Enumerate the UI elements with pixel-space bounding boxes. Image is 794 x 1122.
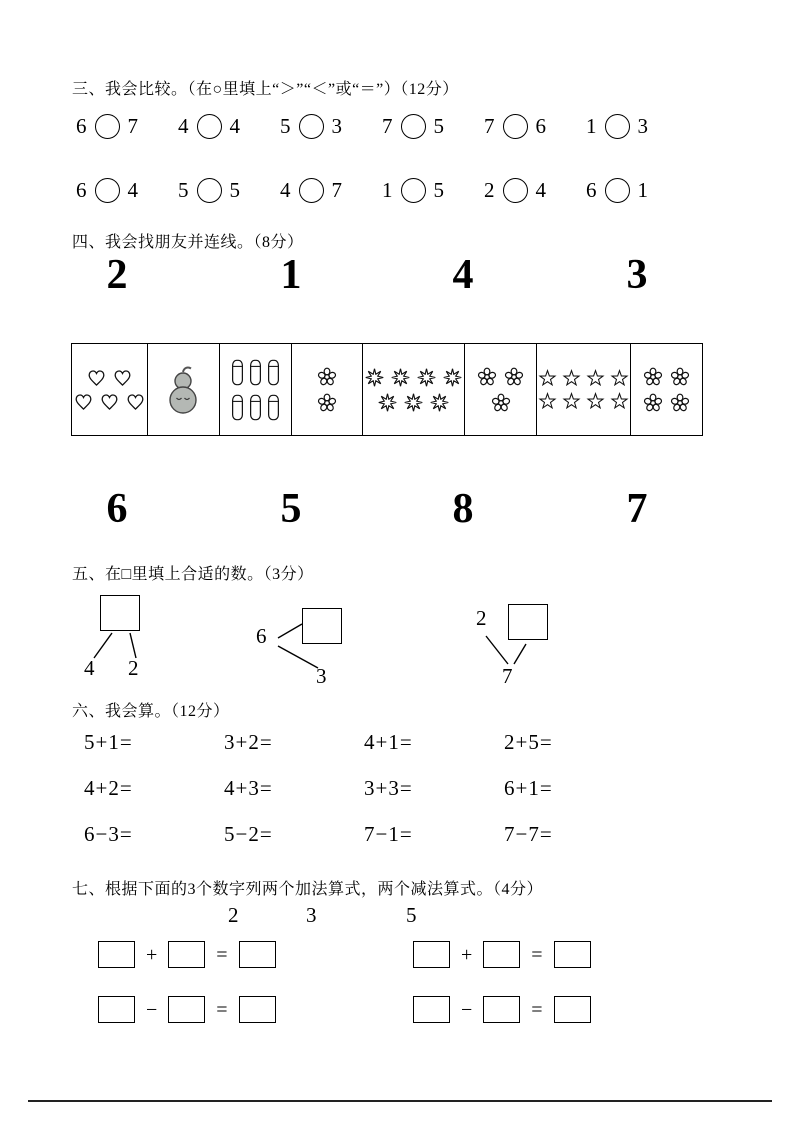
compare-right-number: 5 bbox=[433, 178, 444, 202]
answer-circle[interactable] bbox=[401, 114, 426, 139]
answer-circle[interactable] bbox=[299, 178, 324, 203]
comparison-item bbox=[178, 178, 280, 203]
given-number[interactable]: 2 bbox=[228, 903, 239, 927]
calc-equation[interactable]: 3+3= bbox=[364, 776, 413, 800]
bottle-icon bbox=[249, 392, 262, 423]
calc-equation[interactable]: 4+1= bbox=[364, 730, 413, 754]
comparison-item bbox=[484, 178, 586, 203]
compare-right-number: 3 bbox=[331, 114, 342, 138]
page-bottom-rule bbox=[28, 1100, 772, 1102]
compare-right-number: 1 bbox=[637, 178, 648, 202]
bottle-icon bbox=[231, 357, 244, 388]
calculation-grid bbox=[84, 730, 644, 868]
match-number[interactable]: 1 bbox=[280, 252, 302, 298]
burst-icon bbox=[429, 392, 450, 413]
compare-left-number: 5 bbox=[178, 178, 189, 202]
picture-cell-flowers[interactable] bbox=[292, 344, 364, 435]
icon-row bbox=[632, 366, 701, 388]
given-numbers bbox=[0, 903, 794, 933]
flower-icon bbox=[642, 392, 664, 414]
operand-box[interactable] bbox=[98, 996, 135, 1023]
picture-cell-flowers[interactable] bbox=[631, 344, 702, 435]
compare-left-number: 1 bbox=[382, 178, 393, 202]
compare-right-number: 4 bbox=[127, 178, 138, 202]
compare-left-number: 7 bbox=[382, 114, 393, 138]
number-bond-1 bbox=[70, 592, 200, 696]
answer-circle[interactable] bbox=[197, 178, 222, 203]
equals-sign: = bbox=[216, 998, 228, 1021]
heart-icon bbox=[125, 392, 146, 412]
compare-left-number: 1 bbox=[586, 114, 597, 138]
number-bond-3 bbox=[462, 598, 592, 702]
picture-cell-hearts[interactable] bbox=[72, 344, 148, 435]
comparison-item bbox=[76, 114, 178, 139]
given-number[interactable]: 5 bbox=[406, 903, 417, 927]
section5-title: 五、在□里填上合适的数。（3分） bbox=[72, 566, 314, 583]
compare-right-number: 3 bbox=[637, 114, 648, 138]
icon-row bbox=[466, 392, 535, 414]
compare-left-number: 6 bbox=[76, 114, 87, 138]
comparison-item bbox=[586, 114, 688, 139]
answer-circle[interactable] bbox=[401, 178, 426, 203]
icon-row bbox=[538, 369, 629, 388]
icon-row bbox=[73, 368, 146, 388]
operand-box[interactable] bbox=[413, 941, 450, 968]
compare-left-number: 4 bbox=[178, 114, 189, 138]
calc-equation[interactable]: 4+2= bbox=[84, 776, 133, 800]
bond-answer-box[interactable] bbox=[508, 604, 548, 640]
match-number[interactable]: 3 bbox=[626, 252, 648, 298]
comparison-item bbox=[178, 114, 280, 139]
icon-row bbox=[293, 392, 362, 414]
burst-icon bbox=[442, 367, 463, 388]
bond-answer-box[interactable] bbox=[302, 608, 342, 644]
operator-sign: + bbox=[146, 943, 158, 966]
icon-row bbox=[538, 392, 629, 411]
operand-box[interactable] bbox=[168, 941, 205, 968]
star-icon bbox=[538, 369, 557, 388]
flower-icon bbox=[642, 366, 664, 388]
result-box[interactable] bbox=[554, 996, 591, 1023]
heart-icon bbox=[99, 392, 120, 412]
bond-number: 3 bbox=[316, 664, 327, 688]
calc-equation[interactable]: 7−1= bbox=[364, 822, 413, 846]
picture-cell-bottles[interactable] bbox=[220, 344, 292, 435]
bond-number: 4 bbox=[84, 656, 95, 680]
heart-icon bbox=[86, 368, 107, 388]
calc-equation[interactable]: 4+3= bbox=[224, 776, 273, 800]
calc-equation[interactable]: 5+1= bbox=[84, 730, 133, 754]
match-number[interactable]: 4 bbox=[452, 252, 474, 298]
calc-equation[interactable]: 3+2= bbox=[224, 730, 273, 754]
compare-left-number: 7 bbox=[484, 114, 495, 138]
star-icon bbox=[586, 392, 605, 411]
flower-icon bbox=[490, 392, 512, 414]
icon-row bbox=[221, 357, 290, 388]
picture-cell-gourd[interactable] bbox=[148, 344, 220, 435]
flower-icon bbox=[316, 366, 338, 388]
comparison-item bbox=[586, 178, 688, 203]
operand-box[interactable] bbox=[483, 941, 520, 968]
bond-answer-box[interactable] bbox=[100, 595, 140, 631]
star-icon bbox=[562, 392, 581, 411]
given-number[interactable]: 3 bbox=[306, 903, 317, 927]
compare-right-number: 4 bbox=[229, 114, 240, 138]
operand-box[interactable] bbox=[413, 996, 450, 1023]
burst-icon bbox=[364, 367, 385, 388]
star-icon bbox=[538, 392, 557, 411]
match-number[interactable]: 5 bbox=[280, 486, 302, 532]
equation-blank-row bbox=[413, 941, 591, 968]
heart-icon bbox=[112, 368, 133, 388]
result-box[interactable] bbox=[239, 996, 276, 1023]
operand-box[interactable] bbox=[168, 996, 205, 1023]
answer-circle[interactable] bbox=[197, 114, 222, 139]
operand-box[interactable] bbox=[98, 941, 135, 968]
star-icon bbox=[610, 392, 629, 411]
calc-equation[interactable]: 6−3= bbox=[84, 822, 133, 846]
equation-blank-row bbox=[98, 996, 276, 1023]
answer-circle[interactable] bbox=[95, 178, 120, 203]
compare-left-number: 5 bbox=[280, 114, 291, 138]
bond-number: 6 bbox=[256, 624, 267, 648]
icon-row bbox=[364, 367, 463, 388]
compare-right-number: 5 bbox=[229, 178, 240, 202]
flower-icon bbox=[669, 366, 691, 388]
comparison-item bbox=[76, 178, 178, 203]
bottle-icon bbox=[267, 392, 280, 423]
burst-icon bbox=[416, 367, 437, 388]
icon-row bbox=[632, 392, 701, 414]
bond-number: 2 bbox=[128, 656, 139, 680]
comparison-item bbox=[280, 114, 382, 139]
icon-row bbox=[73, 392, 146, 412]
flower-icon bbox=[669, 392, 691, 414]
section7-title: 七、根据下面的3个数字列两个加法算式，两个减法算式。（4分） bbox=[72, 881, 544, 898]
equals-sign: = bbox=[531, 943, 543, 966]
match-number[interactable]: 2 bbox=[106, 252, 128, 298]
compare-left-number: 6 bbox=[76, 178, 87, 202]
icon-row bbox=[149, 364, 218, 416]
match-bottom-numbers bbox=[0, 486, 794, 538]
section4-title: 四、我会找朋友并连线。（8分） bbox=[72, 234, 304, 251]
bottle-icon bbox=[267, 357, 280, 388]
icon-row bbox=[221, 392, 290, 423]
burst-icon bbox=[403, 392, 424, 413]
star-icon bbox=[562, 369, 581, 388]
operator-sign: − bbox=[461, 998, 473, 1021]
compare-left-number: 6 bbox=[586, 178, 597, 202]
star-icon bbox=[610, 369, 629, 388]
equation-blank-row bbox=[413, 996, 591, 1023]
gourd-icon bbox=[162, 364, 204, 416]
compare-right-number: 4 bbox=[535, 178, 546, 202]
calc-equation[interactable]: 2+5= bbox=[504, 730, 553, 754]
comparison-item bbox=[382, 114, 484, 139]
answer-circle[interactable] bbox=[503, 114, 528, 139]
comparison-row bbox=[76, 114, 688, 139]
burst-icon bbox=[390, 367, 411, 388]
answer-circle[interactable] bbox=[299, 114, 324, 139]
operator-sign: + bbox=[461, 943, 473, 966]
calc-equation[interactable]: 6+1= bbox=[504, 776, 553, 800]
equation-blank-row bbox=[98, 941, 276, 968]
bond-number: 7 bbox=[502, 664, 513, 688]
bottle-icon bbox=[249, 357, 262, 388]
comparison-item bbox=[280, 178, 382, 203]
icon-row bbox=[364, 392, 463, 413]
picture-cell-stars[interactable] bbox=[537, 344, 631, 435]
comparison-row bbox=[76, 178, 688, 203]
compare-left-number: 4 bbox=[280, 178, 291, 202]
icon-row bbox=[466, 366, 535, 388]
operand-box[interactable] bbox=[483, 996, 520, 1023]
section3-title: 三、我会比较。（在○里填上“＞”“＜”或“＝”）（12分） bbox=[72, 81, 459, 98]
compare-left-number: 2 bbox=[484, 178, 495, 202]
burst-icon bbox=[377, 392, 398, 413]
flower-icon bbox=[316, 392, 338, 414]
number-bond-2 bbox=[246, 598, 376, 702]
flower-icon bbox=[476, 366, 498, 388]
flower-icon bbox=[503, 366, 525, 388]
result-box[interactable] bbox=[239, 941, 276, 968]
picture-cell-burst-stars[interactable] bbox=[363, 344, 465, 435]
star-icon bbox=[586, 369, 605, 388]
compare-right-number: 7 bbox=[331, 178, 342, 202]
compare-right-number: 5 bbox=[433, 114, 444, 138]
answer-circle[interactable] bbox=[605, 114, 630, 139]
icon-row bbox=[293, 366, 362, 388]
operator-sign: − bbox=[146, 998, 158, 1021]
heart-icon bbox=[73, 392, 94, 412]
section6-title: 六、我会算。（12分） bbox=[72, 703, 230, 720]
match-number[interactable]: 7 bbox=[626, 486, 648, 532]
compare-right-number: 7 bbox=[127, 114, 138, 138]
comparison-item bbox=[382, 178, 484, 203]
calc-equation[interactable]: 7−7= bbox=[504, 822, 553, 846]
equals-sign: = bbox=[216, 943, 228, 966]
comparison-item bbox=[484, 114, 586, 139]
picture-table bbox=[71, 343, 703, 436]
picture-cell-flowers[interactable] bbox=[465, 344, 537, 435]
answer-circle[interactable] bbox=[95, 114, 120, 139]
match-top-numbers bbox=[0, 252, 794, 304]
calc-equation[interactable]: 5−2= bbox=[224, 822, 273, 846]
bond-number: 2 bbox=[476, 606, 487, 630]
bottle-icon bbox=[231, 392, 244, 423]
compare-right-number: 6 bbox=[535, 114, 546, 138]
result-box[interactable] bbox=[554, 941, 591, 968]
answer-circle[interactable] bbox=[605, 178, 630, 203]
match-number[interactable]: 8 bbox=[452, 486, 474, 532]
match-number[interactable]: 6 bbox=[106, 486, 128, 532]
answer-circle[interactable] bbox=[503, 178, 528, 203]
equals-sign: = bbox=[531, 998, 543, 1021]
